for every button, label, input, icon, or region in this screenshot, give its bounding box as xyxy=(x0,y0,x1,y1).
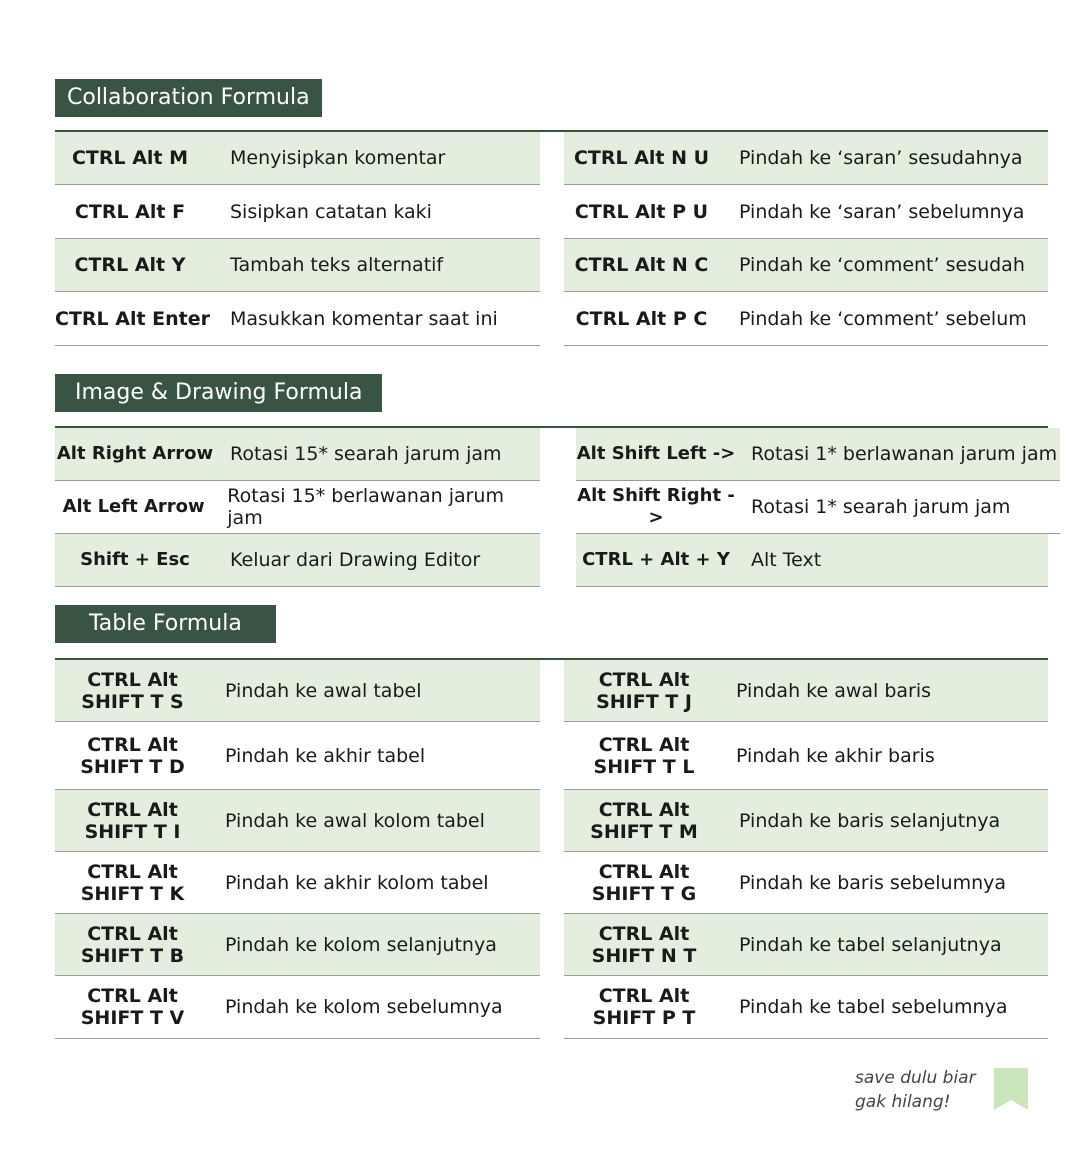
shortcut-key: CTRL Alt SHIFT T V xyxy=(80,985,185,1029)
shortcut-key: CTRL Alt SHIFT T D xyxy=(80,733,185,778)
shortcut-row xyxy=(55,722,540,790)
shortcut-description: Pindah ke akhir tabel xyxy=(225,744,426,767)
shortcut-key: Alt Shift Right -> xyxy=(577,485,735,528)
shortcut-key: CTRL Alt Y xyxy=(74,254,186,276)
shortcut-description: Pindah ke baris sebelumnya xyxy=(739,871,1007,894)
shortcut-key: CTRL Alt SHIFT T S xyxy=(81,668,184,713)
shortcut-key: CTRL Alt SHIFT T J xyxy=(596,668,692,713)
shortcut-key: Alt Right Arrow xyxy=(56,443,214,464)
shortcut-key: CTRL Alt Enter xyxy=(55,307,211,330)
shortcut-description: Keluar dari Drawing Editor xyxy=(230,549,481,571)
shortcut-key: CTRL Alt SHIFT T I xyxy=(84,798,181,843)
shortcut-row xyxy=(564,132,1048,185)
shortcut-description: Pindah ke awal kolom tabel xyxy=(225,809,485,832)
shortcut-key: Alt Shift Left -> xyxy=(576,443,736,464)
shortcut-row xyxy=(55,660,540,722)
shortcut-description: Tambah teks alternatif xyxy=(230,254,444,276)
shortcut-key: CTRL Alt SHIFT T M xyxy=(590,798,698,843)
footer-note xyxy=(855,1066,976,1114)
shortcut-description: Pindah ke awal baris xyxy=(736,679,932,702)
shortcut-row xyxy=(55,790,540,852)
shortcut-key: CTRL Alt F xyxy=(74,200,186,223)
shortcut-description: Pindah ke awal tabel xyxy=(225,679,422,702)
shortcut-description: Rotasi 1* searah jarum jam xyxy=(751,496,1011,518)
shortcut-description: Rotasi 15* searah jarum jam xyxy=(230,443,502,465)
shortcut-row xyxy=(55,132,540,185)
shortcut-key: Shift + Esc xyxy=(80,549,190,570)
shortcut-description: Pindah ke ‘comment’ sesudah xyxy=(739,254,1025,276)
shortcut-key: CTRL Alt P C xyxy=(575,307,708,330)
shortcut-description: Pindah ke akhir kolom tabel xyxy=(225,871,489,894)
shortcut-row xyxy=(564,976,1048,1039)
footer-note-line: gak hilang! xyxy=(855,1092,951,1112)
shortcut-description: Pindah ke akhir baris xyxy=(736,744,935,767)
shortcut-description: Pindah ke ‘saran’ sebelumnya xyxy=(739,200,1025,223)
shortcut-row xyxy=(55,428,540,481)
shortcut-description: Masukkan komentar saat ini xyxy=(230,307,498,330)
shortcut-row xyxy=(576,534,1048,587)
shortcut-key: Alt Left Arrow xyxy=(62,496,205,517)
shortcut-key: CTRL Alt SHIFT N T xyxy=(591,922,697,967)
shortcut-key: CTRL Alt SHIFT T L xyxy=(593,733,695,778)
shortcut-row xyxy=(576,428,1060,481)
section-title-image-drawing: Image & Drawing Formula xyxy=(55,374,382,412)
shortcut-key: CTRL Alt SHIFT T G xyxy=(591,860,697,905)
shortcut-row xyxy=(576,481,1060,534)
shortcut-row xyxy=(55,534,540,587)
shortcut-row xyxy=(55,914,540,976)
section-title-table: Table Formula xyxy=(55,605,276,643)
shortcut-key: CTRL Alt P U xyxy=(574,200,709,223)
shortcut-row xyxy=(564,790,1048,852)
shortcut-description: Pindah ke ‘comment’ sebelum xyxy=(739,307,1027,330)
shortcut-description: Pindah ke kolom selanjutnya xyxy=(225,933,497,956)
shortcut-description: Alt Text xyxy=(751,549,822,571)
shortcut-row xyxy=(55,292,540,346)
shortcut-row xyxy=(55,481,540,534)
shortcut-row xyxy=(55,185,540,239)
shortcut-row xyxy=(564,660,1048,722)
shortcut-row xyxy=(564,292,1048,346)
footer-note-line: save dulu biar xyxy=(855,1068,976,1088)
shortcut-key: CTRL Alt N C xyxy=(574,254,709,276)
shortcut-row xyxy=(55,239,540,292)
shortcut-row xyxy=(564,239,1048,292)
section-title-collaboration: Collaboration Formula xyxy=(55,79,322,117)
shortcut-key: CTRL Alt N U xyxy=(573,147,710,169)
shortcut-row xyxy=(564,722,1048,790)
shortcut-description: Menyisipkan komentar xyxy=(230,147,446,169)
shortcut-key: CTRL Alt SHIFT T K xyxy=(80,860,185,905)
shortcut-description: Rotasi 15* berlawanan jarum jam xyxy=(227,485,504,529)
shortcut-description: Pindah ke ‘saran’ sesudahnya xyxy=(739,147,1023,169)
shortcut-description: Rotasi 1* berlawanan jarum jam xyxy=(751,443,1058,465)
shortcut-row xyxy=(55,976,540,1039)
shortcut-key: CTRL + Alt + Y xyxy=(582,549,730,570)
shortcut-description: Pindah ke baris selanjutnya xyxy=(739,809,1001,832)
shortcut-row xyxy=(564,914,1048,976)
shortcut-key: CTRL Alt M xyxy=(71,147,189,169)
shortcut-key: CTRL Alt SHIFT T B xyxy=(80,922,185,967)
shortcut-description: Pindah ke tabel selanjutnya xyxy=(739,933,1002,956)
shortcut-description: Sisipkan catatan kaki xyxy=(230,200,432,223)
shortcut-row xyxy=(55,852,540,914)
shortcut-description: Pindah ke tabel sebelumnya xyxy=(739,996,1008,1018)
shortcut-row xyxy=(564,852,1048,914)
bookmark-icon xyxy=(994,1068,1028,1115)
shortcut-row xyxy=(564,185,1048,239)
shortcut-description: Pindah ke kolom sebelumnya xyxy=(225,996,503,1018)
shortcut-key: CTRL Alt SHIFT P T xyxy=(592,985,696,1029)
